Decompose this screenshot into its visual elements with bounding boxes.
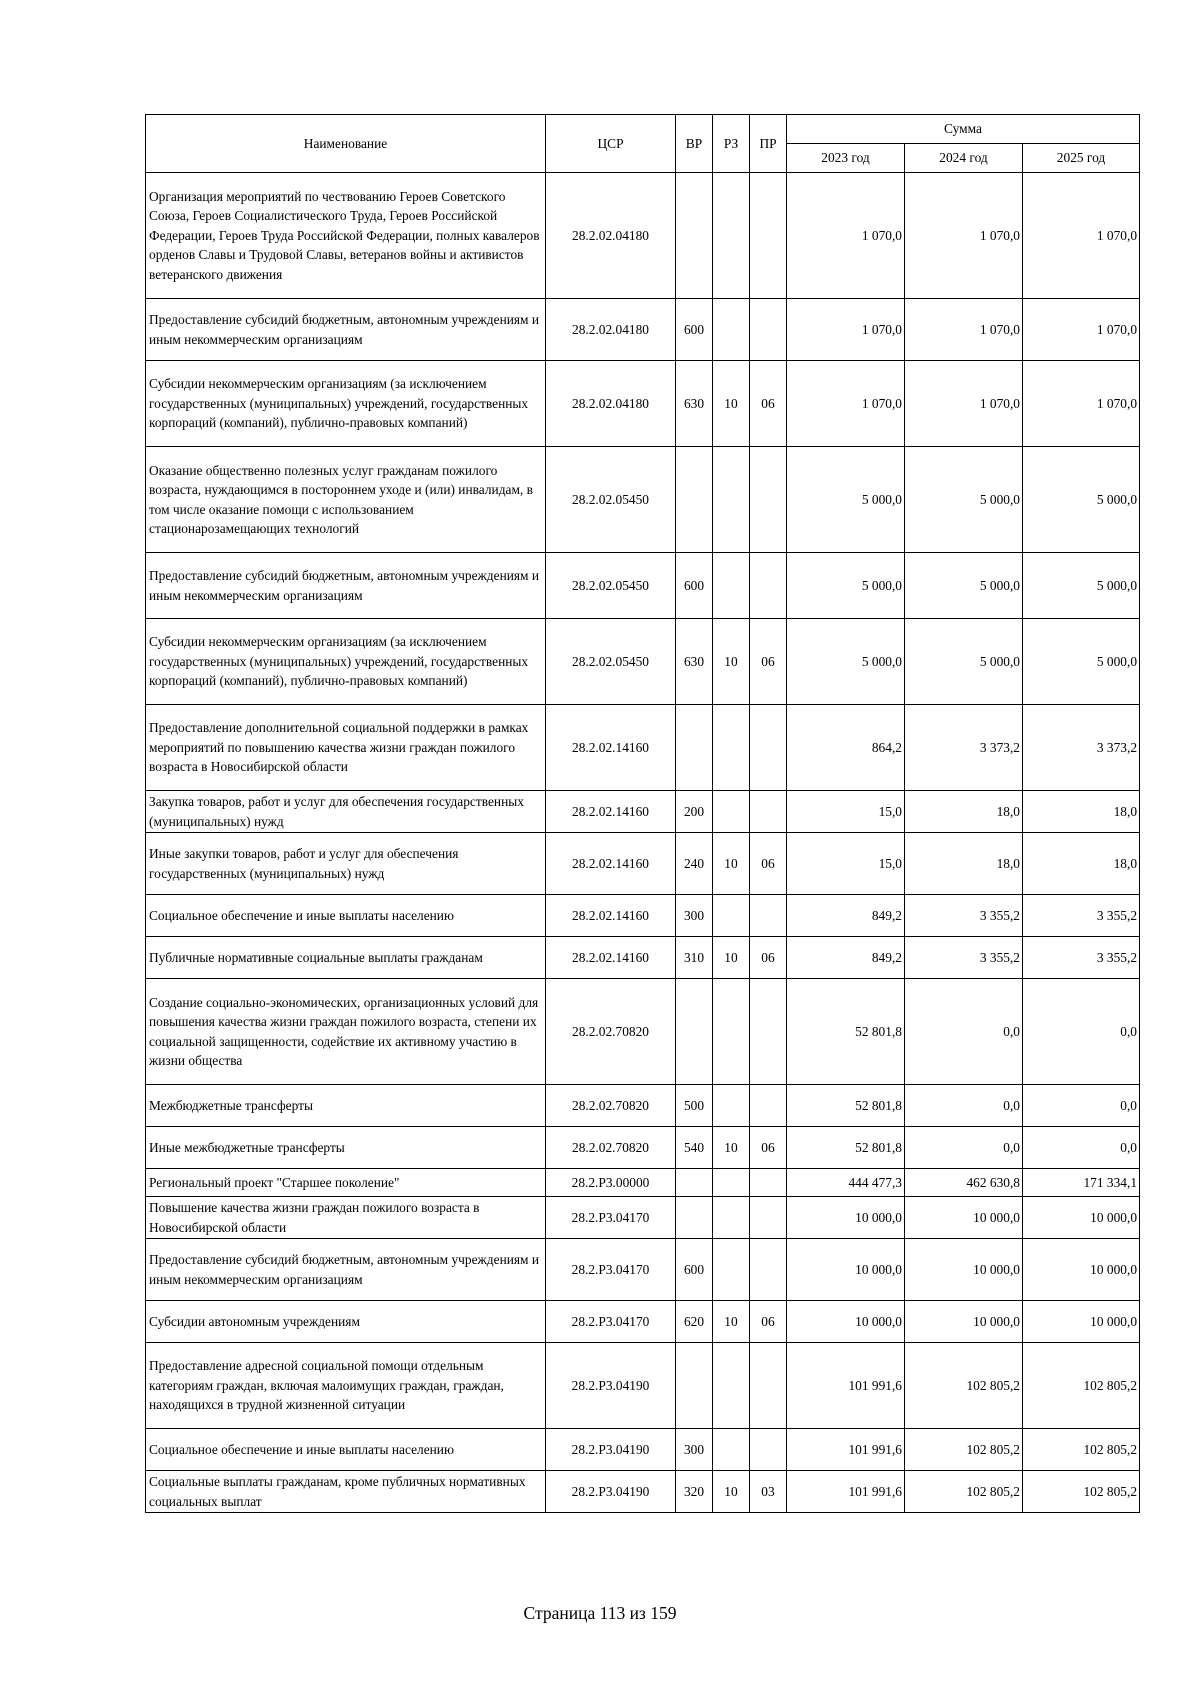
- row-sum-2023-cell: 5 000,0: [787, 553, 905, 619]
- row-sum-2023-cell: 52 801,8: [787, 979, 905, 1085]
- row-rz-cell: [713, 979, 750, 1085]
- header-year-2024: 2024 год: [905, 144, 1023, 173]
- table-row: [146, 619, 1140, 705]
- row-rz-cell: 10: [713, 1471, 750, 1513]
- row-sum-2024-cell: 1 070,0: [905, 299, 1023, 361]
- row-pr-cell: [750, 299, 787, 361]
- row-rz-cell: [713, 1169, 750, 1197]
- row-vr-cell: 600: [676, 553, 713, 619]
- row-sum-2025-cell: 18,0: [1023, 833, 1140, 895]
- row-name-cell: Предоставление дополнительной социальной поддержки в рамках мероприятий по повышению качества жизни граждан пожилого возраста в Новосибирской области: [146, 705, 546, 791]
- row-sum-2024-cell: 102 805,2: [905, 1429, 1023, 1471]
- row-rz-cell: 10: [713, 833, 750, 895]
- row-sum-2023-cell: 10 000,0: [787, 1239, 905, 1301]
- row-sum-2025-cell: 171 334,1: [1023, 1169, 1140, 1197]
- row-rz-cell: [713, 791, 750, 833]
- row-name-cell: Социальное обеспечение и иные выплаты населению: [146, 1429, 546, 1471]
- row-sum-2024-cell: 10 000,0: [905, 1239, 1023, 1301]
- row-vr-cell: 240: [676, 833, 713, 895]
- row-csr-cell: 28.2.02.14160: [546, 791, 676, 833]
- row-vr-cell: 320: [676, 1471, 713, 1513]
- row-name-cell: Создание социально-экономических, организационных условий для повышения качества жизни граждан пожилого возраста, степени их социальной защищенности, содействие их активному участию в жизни общества: [146, 979, 546, 1085]
- row-pr-cell: [750, 705, 787, 791]
- row-rz-cell: 10: [713, 1301, 750, 1343]
- row-pr-cell: [750, 1429, 787, 1471]
- header-row: [146, 115, 1140, 144]
- row-rz-cell: [713, 1343, 750, 1429]
- row-vr-cell: 600: [676, 299, 713, 361]
- row-csr-cell: 28.2.P3.04190: [546, 1429, 676, 1471]
- row-csr-cell: 28.2.P3.04170: [546, 1197, 676, 1239]
- row-name-cell: Субсидии автономным учреждениям: [146, 1301, 546, 1343]
- row-pr-cell: [750, 1343, 787, 1429]
- row-vr-cell: [676, 705, 713, 791]
- row-sum-2023-cell: 101 991,6: [787, 1343, 905, 1429]
- row-pr-cell: 03: [750, 1471, 787, 1513]
- row-name-cell: Предоставление субсидий бюджетным, автономным учреждениям и иным некоммерческим организациям: [146, 299, 546, 361]
- row-sum-2024-cell: 5 000,0: [905, 619, 1023, 705]
- row-sum-2025-cell: 0,0: [1023, 979, 1140, 1085]
- table-row: [146, 1343, 1140, 1429]
- row-pr-cell: 06: [750, 1301, 787, 1343]
- row-sum-2023-cell: 864,2: [787, 705, 905, 791]
- row-sum-2024-cell: 5 000,0: [905, 553, 1023, 619]
- row-vr-cell: 310: [676, 937, 713, 979]
- row-csr-cell: 28.2.02.05450: [546, 619, 676, 705]
- row-name-cell: Региональный проект "Старшее поколение": [146, 1169, 546, 1197]
- row-vr-cell: 630: [676, 361, 713, 447]
- row-rz-cell: [713, 299, 750, 361]
- row-csr-cell: 28.2.P3.00000: [546, 1169, 676, 1197]
- table-row: [146, 833, 1140, 895]
- row-pr-cell: [750, 895, 787, 937]
- row-rz-cell: [713, 705, 750, 791]
- row-csr-cell: 28.2.02.70820: [546, 979, 676, 1085]
- row-sum-2023-cell: 1 070,0: [787, 361, 905, 447]
- row-sum-2025-cell: 102 805,2: [1023, 1471, 1140, 1513]
- row-csr-cell: 28.2.02.05450: [546, 553, 676, 619]
- row-sum-2025-cell: 10 000,0: [1023, 1301, 1140, 1343]
- row-rz-cell: [713, 1239, 750, 1301]
- row-vr-cell: 500: [676, 1085, 713, 1127]
- row-name-cell: Иные закупки товаров, работ и услуг для обеспечения государственных (муниципальных) нужд: [146, 833, 546, 895]
- row-sum-2024-cell: 102 805,2: [905, 1343, 1023, 1429]
- row-name-cell: Предоставление субсидий бюджетным, автономным учреждениям и иным некоммерческим организациям: [146, 553, 546, 619]
- row-sum-2024-cell: 10 000,0: [905, 1301, 1023, 1343]
- row-sum-2024-cell: 3 355,2: [905, 937, 1023, 979]
- header-vr: ВР: [676, 115, 713, 173]
- row-name-cell: Повышение качества жизни граждан пожилого возраста в Новосибирской области: [146, 1197, 546, 1239]
- row-csr-cell: 28.2.02.04180: [546, 299, 676, 361]
- budget-table: [145, 114, 1140, 1513]
- row-rz-cell: [713, 1429, 750, 1471]
- row-pr-cell: [750, 553, 787, 619]
- row-sum-2025-cell: 5 000,0: [1023, 553, 1140, 619]
- row-sum-2025-cell: 3 355,2: [1023, 937, 1140, 979]
- row-sum-2024-cell: 462 630,8: [905, 1169, 1023, 1197]
- table-row: [146, 1429, 1140, 1471]
- row-sum-2024-cell: 18,0: [905, 833, 1023, 895]
- row-pr-cell: [750, 1197, 787, 1239]
- header-pr: ПР: [750, 115, 787, 173]
- table-row: [146, 553, 1140, 619]
- row-csr-cell: 28.2.02.14160: [546, 895, 676, 937]
- row-pr-cell: 06: [750, 1127, 787, 1169]
- row-sum-2023-cell: 849,2: [787, 937, 905, 979]
- header-name: Наименование: [146, 115, 546, 173]
- row-csr-cell: 28.2.02.05450: [546, 447, 676, 553]
- row-name-cell: Предоставление адресной социальной помощи отдельным категориям граждан, включая малоимущих граждан, граждан, находящихся в трудной жизненной ситуации: [146, 1343, 546, 1429]
- row-name-cell: Иные межбюджетные трансферты: [146, 1127, 546, 1169]
- row-sum-2024-cell: 3 373,2: [905, 705, 1023, 791]
- row-sum-2025-cell: 10 000,0: [1023, 1239, 1140, 1301]
- row-sum-2023-cell: 15,0: [787, 791, 905, 833]
- row-pr-cell: [750, 1169, 787, 1197]
- row-name-cell: Предоставление субсидий бюджетным, автономным учреждениям и иным некоммерческим организациям: [146, 1239, 546, 1301]
- row-vr-cell: 200: [676, 791, 713, 833]
- row-sum-2025-cell: 102 805,2: [1023, 1343, 1140, 1429]
- row-pr-cell: 06: [750, 833, 787, 895]
- header-rz: РЗ: [713, 115, 750, 173]
- row-sum-2023-cell: 10 000,0: [787, 1301, 905, 1343]
- row-rz-cell: [713, 1085, 750, 1127]
- row-sum-2023-cell: 10 000,0: [787, 1197, 905, 1239]
- row-rz-cell: 10: [713, 619, 750, 705]
- row-pr-cell: [750, 173, 787, 299]
- table-row: [146, 1169, 1140, 1197]
- table-row: [146, 705, 1140, 791]
- row-sum-2023-cell: 5 000,0: [787, 619, 905, 705]
- row-sum-2023-cell: 849,2: [787, 895, 905, 937]
- row-vr-cell: 630: [676, 619, 713, 705]
- row-rz-cell: [713, 1197, 750, 1239]
- row-sum-2024-cell: 102 805,2: [905, 1471, 1023, 1513]
- row-name-cell: Социальные выплаты гражданам, кроме публичных нормативных социальных выплат: [146, 1471, 546, 1513]
- table-row: [146, 979, 1140, 1085]
- row-name-cell: Оказание общественно полезных услуг гражданам пожилого возраста, нуждающимся в постороннем уходе и (или) инвалидам, в том числе оказание помощи с использованием стационарозамещающих технологий: [146, 447, 546, 553]
- row-vr-cell: 620: [676, 1301, 713, 1343]
- table-row: [146, 1127, 1140, 1169]
- table-row: [146, 1197, 1140, 1239]
- header-sum: Сумма: [787, 115, 1140, 144]
- row-rz-cell: [713, 173, 750, 299]
- row-sum-2023-cell: 444 477,3: [787, 1169, 905, 1197]
- row-sum-2025-cell: 0,0: [1023, 1085, 1140, 1127]
- row-name-cell: Субсидии некоммерческим организациям (за исключением государственных (муниципальных) учреждений, государственных корпораций (компаний), публично-правовых компаний): [146, 361, 546, 447]
- table-row: [146, 1239, 1140, 1301]
- row-pr-cell: [750, 979, 787, 1085]
- row-name-cell: Публичные нормативные социальные выплаты гражданам: [146, 937, 546, 979]
- row-name-cell: Организация мероприятий по чествованию Героев Советского Союза, Героев Социалистического Труда, Героев Российской Федерации, Героев Труда Российской Федерации, полных кавалеров орденов Славы и Трудовой Славы, ветеранов войны и активистов ветеранского движения: [146, 173, 546, 299]
- row-sum-2023-cell: 52 801,8: [787, 1127, 905, 1169]
- row-sum-2023-cell: 101 991,6: [787, 1429, 905, 1471]
- row-rz-cell: [713, 447, 750, 553]
- row-csr-cell: 28.2.02.14160: [546, 937, 676, 979]
- row-sum-2024-cell: 3 355,2: [905, 895, 1023, 937]
- row-sum-2024-cell: 0,0: [905, 979, 1023, 1085]
- row-sum-2023-cell: 1 070,0: [787, 299, 905, 361]
- row-vr-cell: [676, 1169, 713, 1197]
- row-vr-cell: [676, 173, 713, 299]
- row-sum-2023-cell: 1 070,0: [787, 173, 905, 299]
- row-sum-2023-cell: 15,0: [787, 833, 905, 895]
- page-number: Страница 113 из 159: [523, 1603, 677, 1623]
- row-pr-cell: [750, 1239, 787, 1301]
- row-sum-2025-cell: 18,0: [1023, 791, 1140, 833]
- row-vr-cell: [676, 1197, 713, 1239]
- row-csr-cell: 28.2.02.04180: [546, 361, 676, 447]
- row-sum-2025-cell: 1 070,0: [1023, 173, 1140, 299]
- table-row: [146, 1471, 1140, 1513]
- header-year-2023: 2023 год: [787, 144, 905, 173]
- row-vr-cell: [676, 1343, 713, 1429]
- header-year-2025: 2025 год: [1023, 144, 1140, 173]
- row-rz-cell: 10: [713, 937, 750, 979]
- row-sum-2025-cell: 3 355,2: [1023, 895, 1140, 937]
- row-vr-cell: [676, 447, 713, 553]
- row-sum-2024-cell: 1 070,0: [905, 173, 1023, 299]
- row-sum-2024-cell: 5 000,0: [905, 447, 1023, 553]
- row-rz-cell: [713, 553, 750, 619]
- table-row: [146, 791, 1140, 833]
- row-name-cell: Закупка товаров, работ и услуг для обеспечения государственных (муниципальных) нужд: [146, 791, 546, 833]
- row-pr-cell: [750, 447, 787, 553]
- row-rz-cell: 10: [713, 361, 750, 447]
- table-row: [146, 173, 1140, 299]
- row-pr-cell: 06: [750, 361, 787, 447]
- table-row: [146, 447, 1140, 553]
- row-name-cell: Социальное обеспечение и иные выплаты населению: [146, 895, 546, 937]
- row-csr-cell: 28.2.02.14160: [546, 705, 676, 791]
- row-vr-cell: 540: [676, 1127, 713, 1169]
- row-vr-cell: [676, 979, 713, 1085]
- table-row: [146, 937, 1140, 979]
- header-csr: ЦСР: [546, 115, 676, 173]
- row-name-cell: Межбюджетные трансферты: [146, 1085, 546, 1127]
- row-sum-2023-cell: 5 000,0: [787, 447, 905, 553]
- row-sum-2024-cell: 0,0: [905, 1085, 1023, 1127]
- row-sum-2023-cell: 101 991,6: [787, 1471, 905, 1513]
- row-sum-2024-cell: 18,0: [905, 791, 1023, 833]
- row-rz-cell: [713, 895, 750, 937]
- row-vr-cell: 300: [676, 895, 713, 937]
- row-sum-2025-cell: 1 070,0: [1023, 361, 1140, 447]
- row-csr-cell: 28.2.P3.04190: [546, 1471, 676, 1513]
- table-row: [146, 299, 1140, 361]
- row-csr-cell: 28.2.02.04180: [546, 173, 676, 299]
- row-csr-cell: 28.2.02.14160: [546, 833, 676, 895]
- row-sum-2025-cell: 3 373,2: [1023, 705, 1140, 791]
- row-name-cell: Субсидии некоммерческим организациям (за исключением государственных (муниципальных) учреждений, государственных корпораций (компаний), публично-правовых компаний): [146, 619, 546, 705]
- row-sum-2025-cell: 0,0: [1023, 1127, 1140, 1169]
- row-csr-cell: 28.2.P3.04170: [546, 1301, 676, 1343]
- row-sum-2024-cell: 0,0: [905, 1127, 1023, 1169]
- row-sum-2025-cell: 10 000,0: [1023, 1197, 1140, 1239]
- table-body: [146, 173, 1140, 1513]
- row-pr-cell: [750, 791, 787, 833]
- row-csr-cell: 28.2.02.70820: [546, 1127, 676, 1169]
- row-sum-2023-cell: 52 801,8: [787, 1085, 905, 1127]
- row-pr-cell: [750, 1085, 787, 1127]
- row-sum-2024-cell: 1 070,0: [905, 361, 1023, 447]
- table-row: [146, 895, 1140, 937]
- row-rz-cell: 10: [713, 1127, 750, 1169]
- row-vr-cell: 600: [676, 1239, 713, 1301]
- table-row: [146, 1301, 1140, 1343]
- row-pr-cell: 06: [750, 619, 787, 705]
- row-vr-cell: 300: [676, 1429, 713, 1471]
- row-csr-cell: 28.2.P3.04170: [546, 1239, 676, 1301]
- row-sum-2025-cell: 102 805,2: [1023, 1429, 1140, 1471]
- table-row: [146, 1085, 1140, 1127]
- row-csr-cell: 28.2.02.70820: [546, 1085, 676, 1127]
- row-sum-2025-cell: 5 000,0: [1023, 447, 1140, 553]
- row-pr-cell: 06: [750, 937, 787, 979]
- table-row: [146, 361, 1140, 447]
- row-sum-2024-cell: 10 000,0: [905, 1197, 1023, 1239]
- row-csr-cell: 28.2.P3.04190: [546, 1343, 676, 1429]
- row-sum-2025-cell: 1 070,0: [1023, 299, 1140, 361]
- row-sum-2025-cell: 5 000,0: [1023, 619, 1140, 705]
